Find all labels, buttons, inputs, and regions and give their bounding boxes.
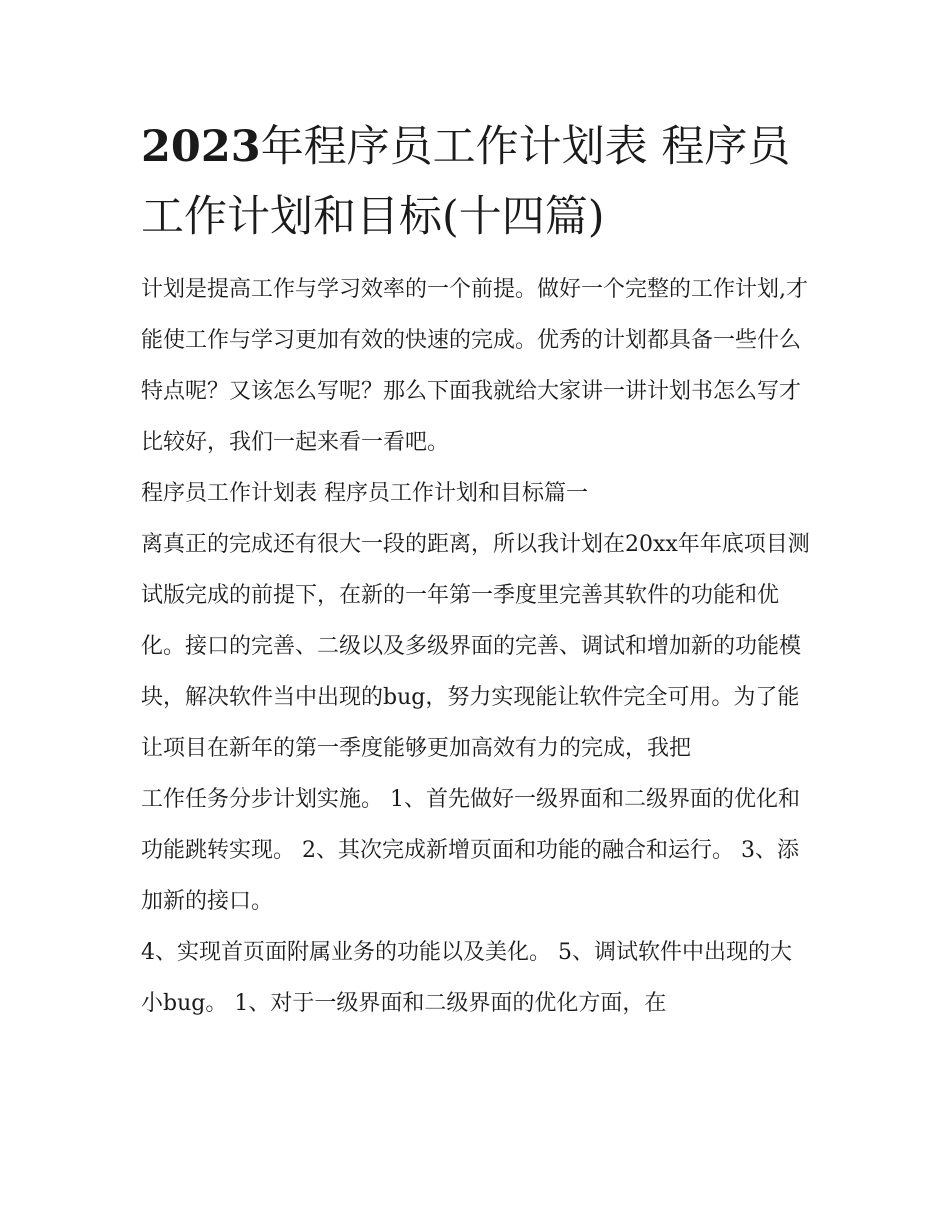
task-list-paragraph-continued: 4、实现首页面附属业务的功能以及美化。 5、调试软件中出现的大小bug。 1、对于一级界面和二级界面的优化方面，在	[141, 940, 792, 1016]
title-text: 年程序员工作计划表 程序员工作计划和目标(十四篇)	[141, 122, 791, 242]
body-paragraph: 离真正的完成还有很大一段的距离，所以我计划在20xx年年底项目测试版完成的前提下，在新的一年第一季度里完善其软件的功能和优化。接口的完善、二级以及多级界面的完善、调试和增加新的功能模块，解决软件当中出现的bug，努力实现能让软件完全可用。为了能让项目在新年的第一季度能够更加高效有力的完成，我把	[141, 532, 810, 761]
document-title	[141, 112, 813, 252]
section-heading: 程序员工作计划表 程序员工作计划和目标篇一	[141, 481, 588, 506]
title-year: 2023	[141, 122, 261, 172]
task-list-paragraph: 工作任务分步计划实施。 1、首先做好一级界面和二级界面的优化和功能跳转实现。 2、其次完成新增页面和功能的融合和运行。 3、添加新的接口。	[141, 787, 800, 914]
intro-paragraph: 计划是提高工作与学习效率的一个前提。做好一个完整的工作计划,才能使工作与学习更加有效的快速的完成。优秀的计划都具备一些什么特点呢？又该怎么写呢？那么下面我就给大家讲一讲计划书怎么写才比较好，我们一起来看一看吧。	[141, 277, 808, 455]
document-body	[141, 112, 813, 1029]
